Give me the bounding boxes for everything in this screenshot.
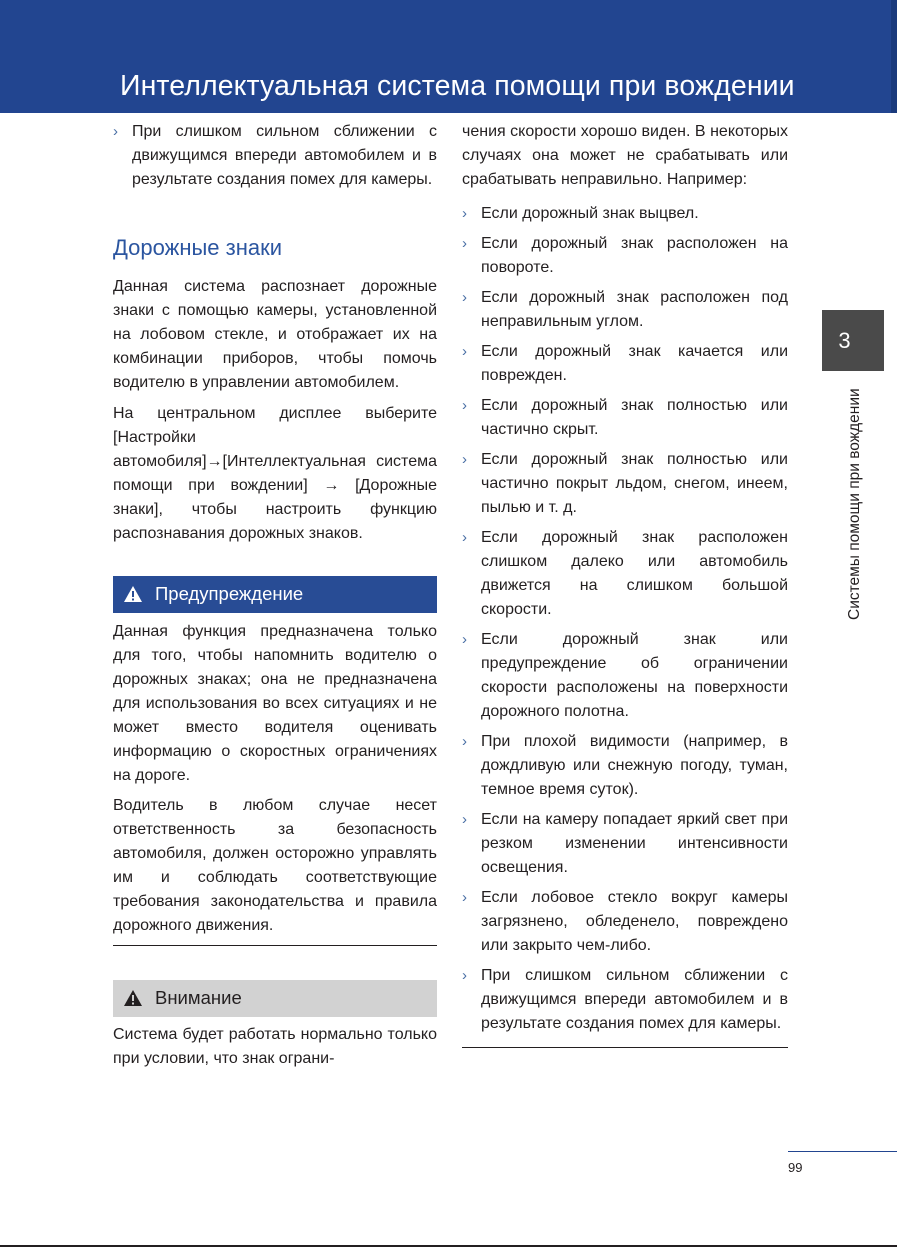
list-item [462,730,788,802]
chevron-right-icon: › [462,631,467,648]
attention-header [113,980,437,1017]
warning-header [113,576,437,613]
list-item-text: Если лобовое стекло вокруг камеры загрязнено, обледенело, повреждено или закрыто чем-либо. [481,889,788,954]
bottom-border [0,1245,897,1247]
list-item [462,340,788,388]
list-item [462,628,788,724]
list-item [462,202,788,226]
list-item [462,526,788,622]
chevron-right-icon: › [462,451,467,468]
list-item-text: Если дорожный знак качается или поврежден. [481,343,788,384]
list-item-text: Если на камеру попадает яркий свет при резком изменении интенсивности освещения. [481,811,788,876]
warning-text: Водитель в любом случае несет ответственность за безопасность автомобиля, должен осторожно управлять им и соблюдать соответствующие требования законодательства и правила дорожного движения. [113,797,437,934]
paragraph: чения скорости хорошо виден. В некоторых случаях она может не срабатывать или срабатывать неправильно. Например: [462,123,788,188]
list-item-text: Если дорожный знак полностью или частично покрыт льдом, снегом, инеем, пылью и т. д. [481,451,788,516]
chevron-right-icon: › [462,733,467,750]
chapter-label: Системы помощи при вождении [846,388,863,620]
chevron-right-icon: › [462,235,467,252]
warning-label: Предупреждение [155,583,304,604]
bullet-list [462,202,788,1036]
attention-label: Внимание [155,987,242,1008]
chapter-tab [822,310,884,371]
list-item [113,120,437,192]
chevron-right-icon: › [462,343,467,360]
chevron-right-icon: › [462,811,467,828]
chevron-right-icon: › [462,289,467,306]
page-header [0,0,897,113]
section-title: Дорожные знаки [113,235,283,260]
paragraph: На центральном дисплее выберите [Настройки автомобиля]→[Интеллектуальная система помощи при вождении] → [Дорожные знаки], чтобы настроить функцию распознавания дорожных знаков. [113,405,437,542]
list-item [462,886,788,958]
list-item [462,448,788,520]
list-item [462,964,788,1036]
list-item-text: Если дорожный знак или предупреждение об ограничении скорости расположены на поверхности дорожного полотна. [481,631,788,720]
warning-triangle-icon [123,585,143,603]
page-title: Интеллектуальная система помощи при вождении [120,70,795,102]
chapter-number: 3 [838,328,851,353]
page-number: 99 [788,1160,803,1175]
right-column [462,120,788,1048]
list-item-text: Если дорожный знак выцвел. [481,205,699,222]
list-item-text: Если дорожный знак расположен слишком далеко или автомобиль движется на слишком большой скорости. [481,529,788,618]
warning-triangle-icon [123,989,143,1007]
chevron-right-icon: › [462,397,467,414]
list-item-text: При плохой видимости (например, в дождливую или снежную погоду, туман, темное время суток). [481,733,788,798]
left-column [113,120,437,1071]
paragraph: Данная система распознает дорожные знаки с помощью камеры, установленной на лобовом стекле, и отображает их на комбинации приборов, чтобы помочь водителю в управлении автомобилем. [113,278,437,391]
list-item-text: При слишком сильном сближении с движущимся впереди автомобилем и в результате создания помех для камеры. [132,123,437,188]
list-item [462,286,788,334]
header-stripe [891,0,897,113]
list-item-text: При слишком сильном сближении с движущимся впереди автомобилем и в результате создания помех для камеры. [481,967,788,1032]
chevron-right-icon: › [462,205,467,222]
chevron-right-icon: › [462,889,467,906]
divider [462,1047,788,1048]
warning-text: Данная функция предназначена только для того, чтобы напомнить водителю о дорожных знаках; она не предназначена для использования во всех ситуациях и не может вместо водителя оценивать информацию о скоростных ограничениях на дороге. [113,623,437,784]
list-item-text: Если дорожный знак расположен под неправильным углом. [481,289,788,330]
chevron-right-icon: › [462,529,467,546]
list-item [462,808,788,880]
list-item-text: Если дорожный знак полностью или частично скрыт. [481,397,788,438]
list-item [462,232,788,280]
chevron-right-icon: › [462,967,467,984]
attention-text: Система будет работать нормально только при условии, что знак ограни- [113,1026,437,1067]
list-item-text: Если дорожный знак расположен на повороте. [481,235,788,276]
list-item [462,394,788,442]
footer-line [788,1151,897,1152]
chevron-right-icon: › [113,123,118,140]
